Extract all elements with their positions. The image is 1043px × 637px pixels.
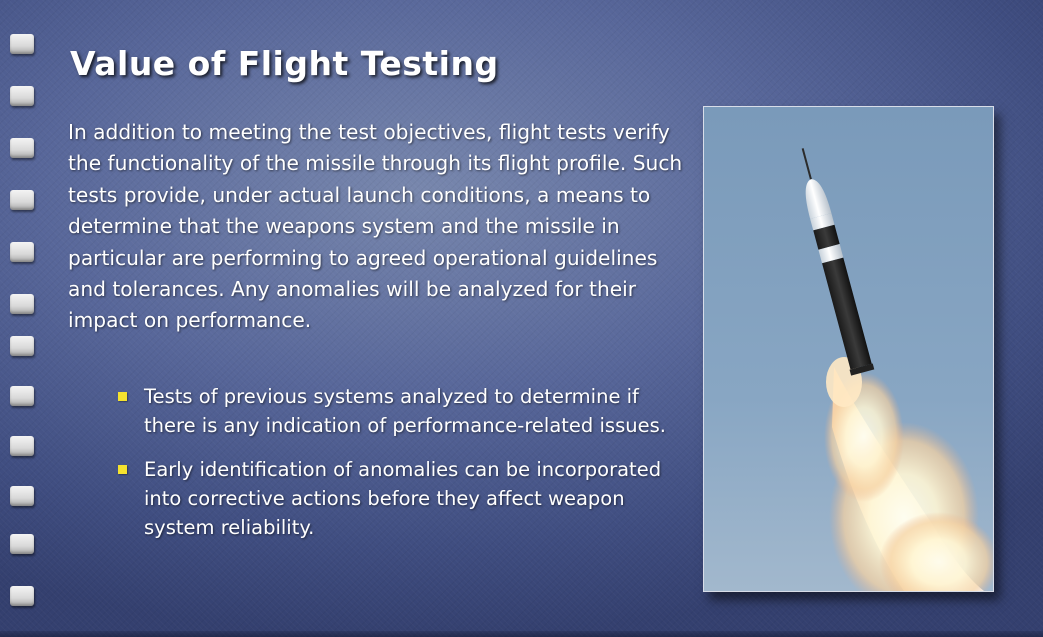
binder-hole [10,486,34,506]
binder-hole [10,242,34,262]
bullet-item [118,455,683,542]
slide-title: Value of Flight Testing [70,44,499,83]
binder-hole [10,386,34,406]
binder-hole [10,436,34,456]
binder-hole [10,294,34,314]
binder-hole [10,86,34,106]
binder-hole [10,534,34,554]
missile-launch-photo [703,106,994,592]
binder-hole [10,138,34,158]
body-paragraph: In addition to meeting the test objectives, flight tests verify the functionality of the missile through its flight profile. Such tests provide, under actual launch conditions, a means to determine that the weapons system and the missile in particular are performing to agreed operational guidelines and tolerances. Any anomalies will be analyzed for their impact on performance. [68,120,683,333]
binder-hole [10,336,34,356]
bullet-text: Early identification of anomalies can be incorporated into corrective actions before they affect weapon system reliability. [144,458,662,539]
bullet-item [118,382,683,440]
binder-holes [10,30,40,620]
binder-hole [10,586,34,606]
missile-launch-image [704,107,993,591]
bullet-text: Tests of previous systems analyzed to determine if there is any indication of performance-related issues. [144,385,666,437]
binder-hole [10,34,34,54]
binder-hole [10,190,34,210]
bullet-square-icon [118,465,127,474]
bullet-list [118,382,683,542]
bullet-square-icon [118,392,127,401]
